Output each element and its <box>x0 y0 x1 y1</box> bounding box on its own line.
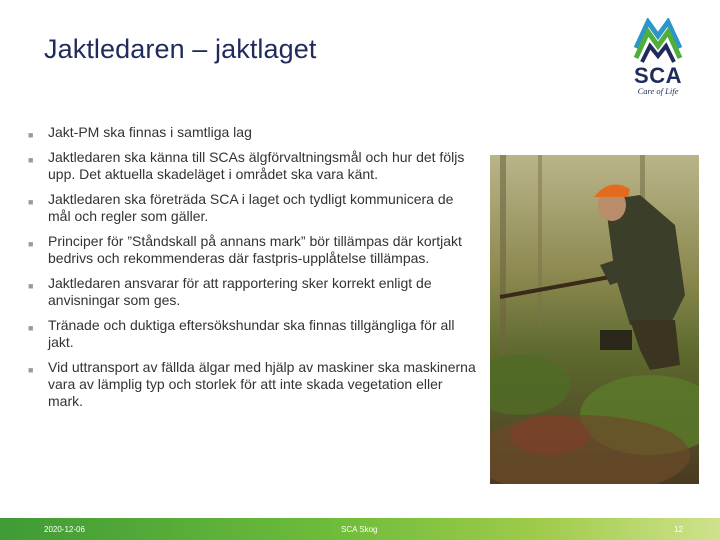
list-item <box>28 317 478 351</box>
bullet-icon: ■ <box>28 239 34 249</box>
slide-title: Jaktledaren – jaktlaget <box>44 34 317 64</box>
list-item <box>28 233 478 267</box>
bullet-icon: ■ <box>28 155 34 165</box>
footer-date: 2020-12-06 <box>44 525 85 534</box>
bullet-text: Jakt-PM ska finnas i samtliga lag <box>48 124 252 140</box>
footer-label: SCA Skog <box>341 525 378 534</box>
bullet-icon: ■ <box>28 365 34 375</box>
list-item <box>28 359 478 410</box>
logo-tagline: Care of Life <box>637 86 679 96</box>
list-item <box>28 124 478 141</box>
bullet-text: Jaktledaren ska känna till SCAs älgförvaltningsmål och hur det följs upp. Det aktuella skadeläget i området ska vara känt. <box>48 149 465 182</box>
list-item <box>28 149 478 183</box>
bullet-text: Vid uttransport av fällda älgar med hjälp av maskiner ska maskinerna vara av lämplig typ och storlek för att inte skada vegetation eller mark. <box>48 359 476 409</box>
bullet-text: Tränade och duktiga eftersökshundar ska finnas tillgängliga för all jakt. <box>48 317 455 350</box>
bullet-text: Jaktledaren ska företräda SCA i laget och tydligt kommunicera de mål och regler som gäller. <box>48 191 454 224</box>
list-item <box>28 191 478 225</box>
logo-wordmark: SCA <box>634 63 682 88</box>
bullet-icon: ■ <box>28 130 34 140</box>
bullet-text: Jaktledaren ansvarar för att rapportering sker korrekt enligt de anvisningar som ges. <box>48 275 432 308</box>
bullet-icon: ■ <box>28 323 34 333</box>
page-number: 12 <box>674 525 683 534</box>
bullet-list <box>28 124 478 418</box>
bullet-text: Principer för ”Ståndskall på annans mark” bör tillämpas där kortjakt bedrivs och rekommenderas där fastpris-upplåtelse tillämpas. <box>48 233 462 266</box>
list-item <box>28 275 478 309</box>
hunter-photo <box>490 155 699 484</box>
bullet-icon: ■ <box>28 197 34 207</box>
footer-bar <box>0 518 720 540</box>
bullet-icon: ■ <box>28 281 34 291</box>
